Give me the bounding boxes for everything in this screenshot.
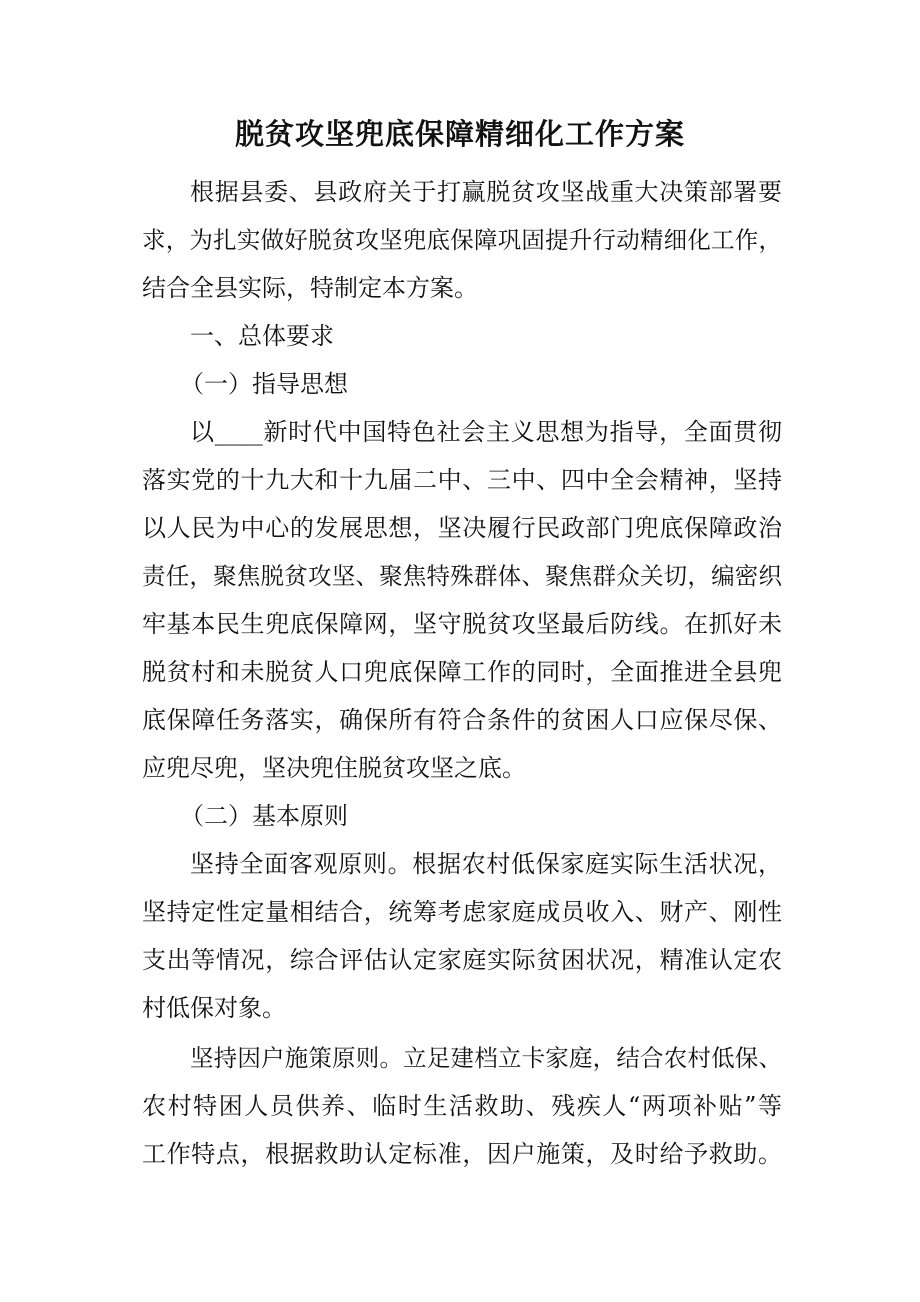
paragraph-line: 村低保对象。 [142,994,286,1022]
paragraph-line: 求，为扎实做好脱贫攻坚兜底保障巩固提升行动精细化工作， [142,226,782,254]
section-heading: 一、总体要求 [190,322,334,350]
paragraph-line: 牢基本民生兜底保障网，坚守脱贫攻坚最后防线。在抓好未 [142,610,782,638]
paragraph-line: 工作特点，根据救助认定标准，因户施策，及时给予救助。 [142,1140,782,1168]
subsection-heading: （二）基本原则 [180,802,348,830]
paragraph-line: 以人民为中心的发展思想，坚决履行民政部门兜底保障政治 [142,514,782,542]
paragraph-line: 根据县委、县政府关于打赢脱贫攻坚战重大决策部署要 [190,178,782,206]
paragraph-line: 结合全县实际，特制定本方案。 [142,274,478,302]
subsection-heading: （一）指导思想 [180,370,348,398]
paragraph-line: 责任，聚焦脱贫攻坚、聚焦特殊群体、聚焦群众关切，编密织 [142,562,782,590]
paragraph-line: 支出等情况，综合评估认定家庭实际贫困状况，精准认定农 [142,946,782,974]
paragraph-line: 底保障任务落实，确保所有符合条件的贫困人口应保尽保、 [142,706,782,734]
paragraph-line: 坚持因户施策原则。立足建档立卡家庭，结合农村低保、 [190,1044,782,1072]
document-title: 脱贫攻坚兜底保障精细化工作方案 [234,117,685,151]
paragraph-line: 坚持全面客观原则。根据农村低保家庭实际生活状况， [190,850,782,878]
paragraph-line: 以____新时代中国特色社会主义思想为指导，全面贯彻 [190,418,782,446]
paragraph-line: 应兜尽兜，坚决兜住脱贫攻坚之底。 [142,754,526,782]
paragraph-line: 落实党的十九大和十九届二中、三中、四中全会精神，坚持 [142,466,782,494]
paragraph-line: 坚持定性定量相结合，统筹考虑家庭成员收入、财产、刚性 [142,898,782,926]
paragraph-line: 脱贫村和未脱贫人口兜底保障工作的同时，全面推进全县兜 [142,658,782,686]
paragraph-line: 农村特困人员供养、临时生活救助、残疾人“两项补贴”等 [142,1092,782,1120]
